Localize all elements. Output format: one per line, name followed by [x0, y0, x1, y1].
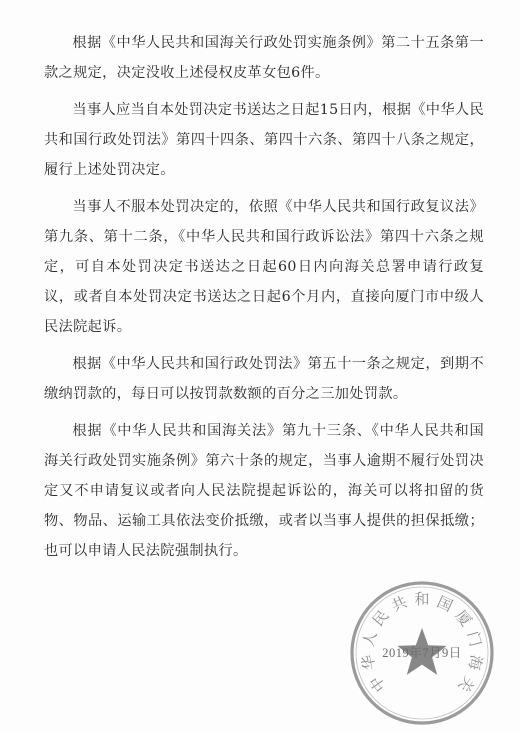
- seal-arc-char: 厦: [451, 606, 476, 630]
- seal-arc-char: 华: [358, 653, 379, 672]
- seal-arc-char: 门: [463, 629, 485, 649]
- seal-date: 2019年7月9日: [382, 646, 462, 660]
- paragraph-performance-deadline: 当事人应当自本处罚决定书送达之日起15日内，根据《中华人民共和国行政处罚法》第四十四条、第四十六条、第四十八条之规定，履行上述处罚决定。: [44, 102, 484, 178]
- seal-arc-char: 关: [454, 672, 478, 696]
- paragraph-confiscation: 根据《中华人民共和国海关行政处罚实施条例》第二十五条第一款之规定，决定没收上述侵权皮革女包6件。: [44, 35, 484, 81]
- paragraph-late-penalty: 根据《中华人民共和国行政处罚法》第五十一条之规定，到期不缴纳罚款的，每日可以按罚款数额的百分之三加处罚款。: [44, 356, 484, 402]
- seal-arc-char: 共: [388, 592, 410, 616]
- paragraph-appeal-rights: 当事人不服本处罚决定的，依照《中华人民共和国行政复议法》第九条、第十二条，《中华人民共和国行政诉讼法》第四十六条之规定，可自本处罚决定书送达之日起60日内向海关总署申请行政复议，或者自本处罚决定书送达之日起6个月内，直接向厦门市中级人民法院起诉。: [44, 199, 484, 335]
- seal-arc-char: 国: [434, 592, 456, 616]
- paragraph-enforcement: 根据《中华人民共和国海关法》第九十三条、《中华人民共和国海关行政处罚实施条例》第六十条的规定，当事人逾期不履行处罚决定又不申请复议或者向人民法院提起诉讼的，海关可以将扣留的货物、物品、运输工具依法变价抵缴，或者以当事人提供的担保抵缴；也可以申请人民法院强制执行。: [44, 423, 484, 559]
- seal-arc-char: 中: [366, 672, 390, 696]
- official-seal: [347, 578, 497, 728]
- seal-arc-char: 海: [465, 653, 486, 672]
- seal-arc-char: 民: [368, 606, 393, 630]
- document-body: [44, 28, 484, 573]
- seal-arc-char: 人: [359, 629, 381, 649]
- seal-arc-char: 和: [414, 590, 430, 608]
